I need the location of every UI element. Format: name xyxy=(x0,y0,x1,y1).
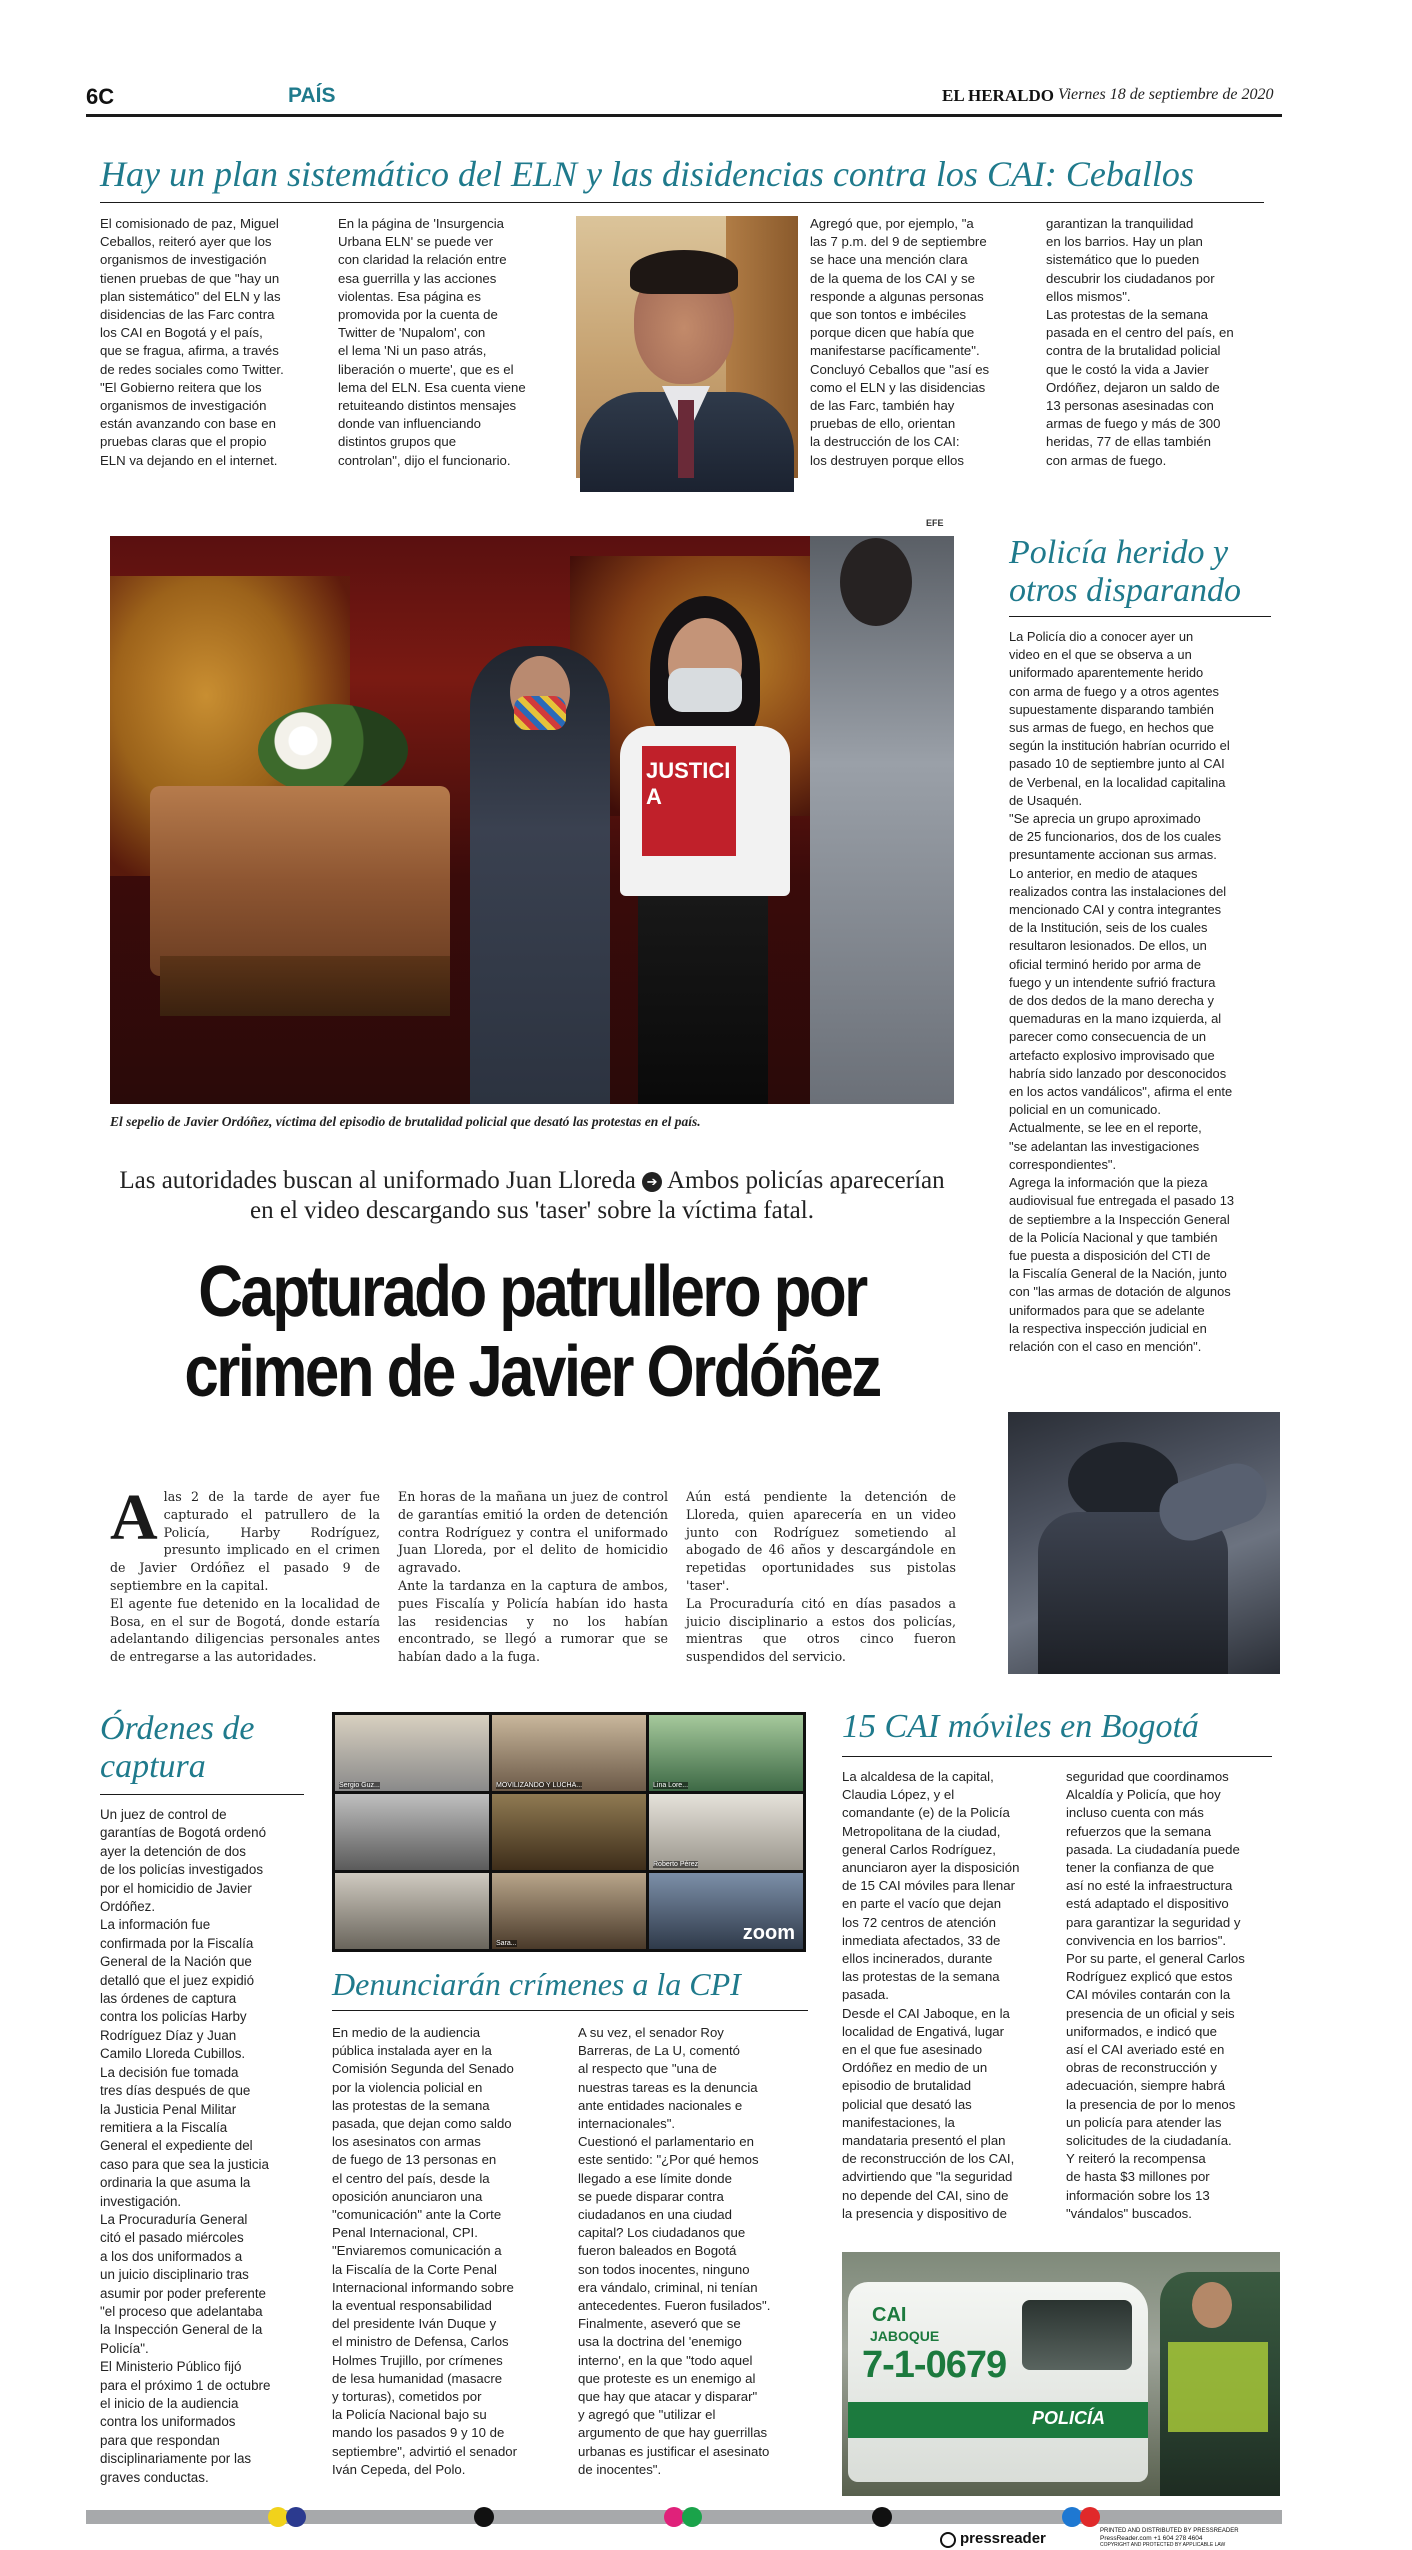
main-col2: En horas de la mañana un juez de control de garantías emitió la orden de detención contra Rodríguez y contra el uniformado Juan Lloreda, por el delito de homicidio agravado. Ante la tardanza en la captura de ambos, pues Fiscalía y Policía habían ido hasta las residencias y no los habían encontrado, se llegó a rumorar que se habían dado a la fuga. xyxy=(398,1489,668,1665)
protester-pants xyxy=(638,896,768,1104)
van-number: 7-1-0679 xyxy=(862,2344,1007,2386)
photo-credit: EFE xyxy=(926,518,944,528)
justicia-text: JUSTICIA xyxy=(646,758,731,809)
ceballos-tie xyxy=(678,400,694,478)
deck-part1: Las autoridades buscan al uniformado Juan Lloreda xyxy=(119,1167,636,1194)
story1-col2: En la página de 'Insurgencia Urbana ELN' se puede ver con claridad la relación entre esa guerrilla y las acciones violentas. Esa página es promovida por la cuenta de Twitter de 'Nupalom', con el lema 'Ni un paso atrás, liberación o muerte', que es el lema del ELN. Esa cuenta viene retuiteando distintos mensajes donde van influenciando distintos grupos que controlan", dijo el funcionario. xyxy=(338,216,526,468)
story1-col3: Agregó que, por ejemplo, "a las 7 p.m. del 9 de septiembre se hace una mención clara de la quema de los CAI y se responde a algunas personas que son tontos e imbéciles porque dicen que había que manifestarse pacíficamente". Concluyó Ceballos que "así es como el ELN y las disidencias de las Farc, también hay pruebas de ello, orientan la destrucción de los CAI: los destruyen porque ellos xyxy=(810,216,990,468)
van-side-text: POLICÍA xyxy=(1032,2408,1106,2428)
participant-tile-1 xyxy=(335,1715,489,1791)
protester-mask xyxy=(668,668,742,712)
sidebar2-body: Un juez de control de garantías de Bogotá ordenó ayer la detención de dos de los policías investigados por el homicidio de Javier Ordóñez. La información fue confirmada por la Fiscalía General de la Nación que detalló que el juez expidió las órdenes de captura contra los policías Harby Rodríguez Díaz y Juan Camilo Lloreda Cubillos. La decisión fue tomada tres días después de que la Justicia Penal Militar remitiera a la Fiscalía General el expediente del caso para que sea la justicia ordinaria la que asuma la investigación. La Procuraduría General citó el pasado miércoles a los dos uniformados a un juicio disciplinario tras asumir por poder preferente "el proceso que adelantaba la Inspección General de la Policía". El Ministerio Público fijó para el próximo 1 de octubre el inicio de la audiencia contra los uniformados para que respondan disciplinariamente por las graves conductas. xyxy=(100,1807,271,2485)
participant-tile-7 xyxy=(335,1873,489,1949)
photo-caption: El sepelio de Javier Ordóñez, víctima del episodio de brutalidad policial que desató las protestas en el país. xyxy=(110,1114,701,1129)
participant-name-3: Lina Lore... xyxy=(653,1782,689,1789)
deck-part2: Ambos policías aparecerían en el video descargando sus 'taser' sobre la víctima fatal. xyxy=(250,1167,945,1224)
registration-dot-red xyxy=(1080,2507,1100,2527)
ceballos-hair xyxy=(630,250,738,294)
participant-tile-3 xyxy=(649,1715,803,1791)
coffin-base xyxy=(160,956,450,1016)
main-col3: Aún está pendiente la detención de Lloreda, quien aparecería en un video junto con Rodríguez sometiendo al abogado de 46 años y descargándole en repetidas oportunidades sus pistolas 'taser'. La Procuraduría citó en días pasados a juicio disciplinario a estos dos policías, mientras que otros cinco fueron suspendidos del servicio. xyxy=(686,1489,956,1665)
cai-headline: 15 CAI móviles en Bogotá xyxy=(842,1708,1199,1745)
participant-name-6: Roberto Pérez xyxy=(653,1861,699,1868)
main-col1 xyxy=(110,1481,380,1684)
story1-col4: garantizan la tranquilidad en los barrios. Hay un plan sistemático que lo pueden descubrir los ciudadanos por ellos mismos". Las protestas de la semana pasada en el centro del país, en contra de la brutalidad policial que le costó la vida a Javier Ordóñez, dejaron un saldo de 13 personas asesinadas con armas de fuego y más de 300 heridas, 77 de ellas también con armas de fuego. xyxy=(1046,216,1234,468)
protester-shirt xyxy=(620,726,790,896)
participant-tile-5 xyxy=(492,1794,646,1870)
pressreader-line3: COPYRIGHT AND PROTECTED BY APPLICABLE LAW xyxy=(1100,2542,1226,2548)
officer-vest xyxy=(1168,2342,1268,2432)
registration-dot-green xyxy=(682,2507,702,2527)
registration-dot-black-1 xyxy=(474,2507,494,2527)
registration-dot-yellow xyxy=(268,2507,288,2527)
participant-tile-4 xyxy=(335,1794,489,1870)
pressreader-icon xyxy=(940,2532,956,2548)
sidebar2-rule xyxy=(100,1794,304,1795)
flowers xyxy=(258,704,408,796)
main-col1-text: las 2 de la tarde de ayer fue capturado el patrullero de la Policía, Harby Rodríguez, presunto implicado en el crimen de Javier Ordóñez el pasado 9 de septiembre en la capital. El agente fue detenido en la localidad de Bosa, en el sur de Bogotá, donde estaría adelantando diligencias personales antes de entregarse a las autoridades. xyxy=(110,1489,380,1665)
ceballos-photo xyxy=(576,216,798,478)
video-call-grid xyxy=(332,1712,806,1952)
pressreader-brand: pressreader xyxy=(960,2530,1046,2547)
participant-name-1: Sergio Guz... xyxy=(339,1782,380,1789)
pressreader-badge xyxy=(940,2528,1280,2548)
header-rule xyxy=(86,114,1282,117)
page-header xyxy=(86,80,1282,116)
registration-dot-magenta xyxy=(664,2507,684,2527)
main-deck xyxy=(110,1166,954,1226)
sidebar2-title: Órdenes de captura xyxy=(100,1710,255,1785)
story1-headline: Hay un plan sistemático del ELN y las disidencias contra los CAI: Ceballos xyxy=(100,154,1194,194)
participant-tile-8 xyxy=(492,1873,646,1949)
paper-name: EL HERALDO xyxy=(942,86,1054,105)
sidebar1-body: La Policía dio a conocer ayer un video en el que se observa a un uniformado aparentemente herido con arma de fuego y a otros agentes supuestamente disparando también sus armas de fuego, en hechos que según la institución habrían ocurrido el pasado 10 de septiembre junto al CAI de Verbenal, en la localidad capitalina de Usaquén. "Se aprecia un grupo aproximado de 25 funcionarios, dos de los cuales presuntamente accionan sus armas. Lo anterior, en medio de ataques realizados contra las instalaciones del mencionado CAI y contra integrantes de la Institución, seis de los cuales resultaron lesionados. De ellos, un oficial terminó herido por arma de fuego y un intendente sufrió fractura de dos dedos de la mano derecha y quemaduras en la mano izquierda, al parecer como consecuencia de un artefacto explosivo improvisado que habría sido lanzado por desconocidos en los actos vandálicos", afirma el ente policial en un comunicado. Actualmente, se lee en el reporte, "se adelantan las investigaciones correspondientes". Agrega la información que la pieza audiovisual fue entregada el pasado 13 de septiembre a la Inspección General de la Policía Nacional y que también fue puesta a disposición del CTI de la Fiscalía General de la Nación, junto con "las armas de dotación de algunos uniformados para que se adelante la respectiva inspección judicial en relación con el caso en mención". xyxy=(1009,629,1235,1354)
cpi-headline: Denunciarán crímenes a la CPI xyxy=(332,1966,741,2002)
sidebar1-title: Policía herido y otros disparando xyxy=(1009,534,1242,609)
participant-tile-9 xyxy=(649,1873,803,1949)
deck-arrow-icon: ➔ xyxy=(642,1172,662,1192)
officer-face xyxy=(1192,2282,1232,2328)
story1-rule xyxy=(100,202,1264,203)
van-jaboque-text: JABOQUE xyxy=(870,2328,940,2344)
cai-col2: seguridad que coordinamos Alcaldía y Policía, que hoy incluso cuenta con más refuerzos que la semana pasada. La ciudadanía puede tener la confianza de que así no esté la infraestructura está adaptado el dispositivo para garantizar la seguridad y convivencia en los barrios". Por su parte, el general Carlos Rodríguez explicó que estos CAI móviles contarán con la presencia de un oficial y seis uniformados, e indicó que así el CAI averiado esté en obras de reconstrucción y adecuación, siempre habrá la presencia de por lo menos un policía para atender las solicitudes de la ciudadanía. Y reiteró la recompensa de hasta $3 millones por información sobre los 13 "vándalos" buscados. xyxy=(1066,1769,1245,2221)
page-date: Viernes 18 de septiembre de 2020 xyxy=(1058,86,1274,103)
police-photo xyxy=(1008,1412,1280,1674)
van-cai-text: CAI xyxy=(872,2304,907,2326)
cai-col1: La alcaldesa de la capital, Claudia López, y el comandante (e) de la Policía Metropolitana de la ciudad, general Carlos Rodríguez, anunciaron ayer la disposición de 15 CAI móviles para llenar en parte el vacío que dejan los 72 centros de atención inmediata afectados, 33 de ellos incinerados, durante las protestas de la semana pasada. Desde el CAI Jaboque, en la localidad de Engativá, lugar en el que fue asesinado Ordóñez en medio de un episodio de brutalidad policial que desató las manifestaciones, la mandataria presentó el plan de reconstrucción de los CAI, advirtiendo que "la seguridad no depende del CAI, sino de la presencia y dispositivo de xyxy=(842,1769,1020,2221)
pressreader-line1: PRINTED AND DISTRIBUTED BY PRESSREADER xyxy=(1100,2528,1239,2534)
participant-name-8: Sara... xyxy=(496,1940,517,1947)
drop-cap: A xyxy=(110,1481,158,1554)
main-headline: Capturado patrullero por crimen de Javier Ordóñez xyxy=(184,1252,880,1412)
story1-col1: El comisionado de paz, Miguel Ceballos, reiteró ayer que los organismos de investigación tienen pruebas de que "hay un plan sistemático" del ELN y las disidencias de las Farc contra los CAI en Bogotá y el país, que se fragua, afirma, a través de redes sociales como Twitter. "El Gobierno reitera que los organismos de investigación están avanzando con base en pruebas claras que el propio ELN va dejando en el internet. xyxy=(100,216,284,468)
pressreader-line2: PressReader.com +1 604 278 4604 xyxy=(1100,2535,1203,2542)
cpi-col1: En medio de la audiencia pública instalada ayer en la Comisión Segunda del Senado por la violencia policial en las protestas de la semana pasada, que dejan como saldo los asesinatos con armas de fuego de 13 personas en el centro del país, desde la oposición anunciaron una "comunicación" ante la Corte Penal Internacional, CPI. "Enviaremos comunicación a la Fiscalía de la Corte Penal Internacional informando sobre la eventual responsabilidad del presidente Iván Duque y el ministro de Defensa, Carlos Holmes Trujillo, por crímenes de lesa humanidad (masacre y torturas), cometidos por la Policía Nacional bajo su mando los pasados 9 y 10 de septiembre", advirtió el senador Iván Cepeda, del Polo. xyxy=(332,2025,518,2477)
registration-dot-blue xyxy=(286,2507,306,2527)
cpi-col2: A su vez, el senador Roy Barreras, de La U, comentó al respecto que "una de nuestras tareas es la denuncia ante entidades nacionales e internacionales". Cuestionó el parlamentario en este sentido: "¿Por qué hemos llegado a ese límite donde se puede disparar contra ciudadanos en una ciudad capital? Los ciudadanos que fueron baleados en Bogotá son todos inocentes, ninguno era vándalo, criminal, ni tenían antecedentes. Fueron fusilados". Finalmente, aseveró que se usa la doctrina del 'enemigo interno', en la que "todo aquel que proteste es un enemigo al que hay que atacar y disparar" y agregó que "utilizar el argumento de que hay guerrillas urbanas es justificar el asesinato de inocentes". xyxy=(578,2025,771,2477)
sidebar1-rule xyxy=(1009,616,1271,617)
section-label: PAÍS xyxy=(288,84,336,107)
coffin xyxy=(150,786,450,976)
cai-rule xyxy=(842,1756,1272,1757)
registration-dot-black-2 xyxy=(872,2507,892,2527)
mourner-left-mask xyxy=(514,696,566,730)
page-number: 6C xyxy=(86,84,115,109)
participant-tile-2 xyxy=(492,1715,646,1791)
cpi-rule xyxy=(332,2010,808,2011)
zoom-logo: zoom xyxy=(742,1922,795,1944)
man-right-head xyxy=(840,538,912,626)
protester-center xyxy=(610,596,800,1104)
registration-dot-cyan xyxy=(1062,2507,1082,2527)
participant-name-2: MOVILIZANDO Y LUCHA... xyxy=(496,1782,583,1789)
cai-van-photo xyxy=(842,2252,1280,2496)
funeral-photo xyxy=(110,536,954,1104)
participant-tile-6 xyxy=(649,1794,803,1870)
van-window xyxy=(1022,2300,1132,2370)
